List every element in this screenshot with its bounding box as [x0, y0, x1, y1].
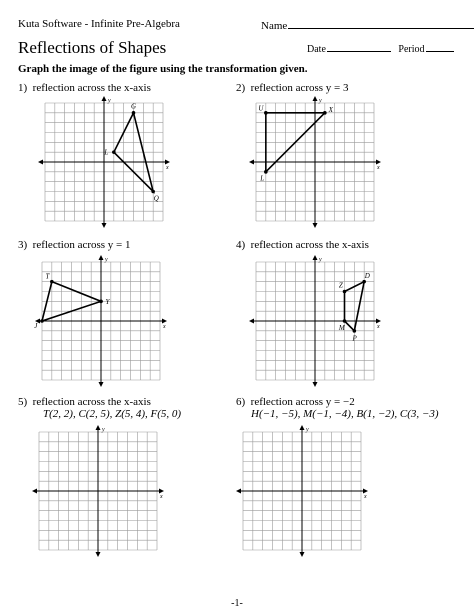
vertex-point [323, 111, 327, 115]
vertex-point [343, 290, 347, 294]
vertex-label: X [328, 106, 333, 115]
graph-problem-2[interactable] [256, 98, 380, 221]
x-axis-label: x [377, 165, 380, 171]
y-axis-label: y [306, 427, 309, 433]
y-axis-arrow-icon [313, 223, 318, 228]
y-axis-label: y [319, 98, 322, 104]
x-axis-label: x [160, 494, 163, 500]
name-line [288, 18, 474, 29]
page-title: Reflections of Shapes [18, 38, 167, 57]
y-axis-arrow-icon [300, 425, 305, 430]
graph-problem-6[interactable] [243, 427, 367, 550]
x-axis-arrow-icon [376, 160, 381, 165]
y-axis-label: y [105, 257, 108, 263]
vertex-point [40, 319, 44, 323]
period-line[interactable] [426, 42, 454, 52]
name-label: Name [261, 20, 288, 32]
x-axis-arrow-icon [162, 319, 167, 324]
problem-number: 3) [18, 239, 28, 251]
y-axis-label: y [102, 427, 105, 433]
date-label: Date [307, 44, 326, 55]
problem-4-label [236, 239, 369, 251]
vertex-label: L [260, 174, 265, 183]
x-axis-arrow-icon [249, 319, 254, 324]
y-axis-arrow-icon [313, 255, 318, 260]
graph-problem-1[interactable] [45, 98, 169, 221]
problem-3-label [18, 239, 131, 251]
y-axis-arrow-icon [102, 223, 107, 228]
vertex-point [132, 111, 136, 115]
x-axis-arrow-icon [236, 489, 241, 494]
vertex-point [264, 170, 268, 174]
vertex-point [264, 111, 268, 115]
problem-text: reflection across y = 3 [250, 82, 349, 94]
vertex-label: D [364, 271, 370, 280]
problem-text: reflection across the x-axis [32, 396, 151, 408]
y-axis-label: y [108, 98, 111, 104]
graph-problem-3[interactable] [34, 257, 166, 380]
instructions: Graph the image of the figure using the transformation given. [18, 63, 308, 75]
vertex-point [112, 150, 116, 154]
problem-number: 6) [236, 396, 246, 408]
problem-text: reflection across the x-axis [250, 239, 369, 251]
graph-problem-4[interactable] [256, 257, 380, 380]
publisher-text: Kuta Software - Infinite Pre-Algebra [18, 18, 180, 30]
vertex-point [50, 280, 54, 284]
x-axis-label: x [364, 494, 367, 500]
problem-2-label [236, 82, 349, 94]
vertex-label: U [258, 104, 264, 113]
problem-text: reflection across y = 1 [32, 239, 131, 251]
problem-number: 4) [236, 239, 246, 251]
y-axis-arrow-icon [300, 552, 305, 557]
y-axis-arrow-icon [99, 382, 104, 387]
x-axis-arrow-icon [38, 160, 43, 165]
problem-number: 1) [18, 82, 28, 94]
problem-number: 2) [236, 82, 246, 94]
x-axis-arrow-icon [363, 489, 368, 494]
problem-6-label [236, 396, 355, 408]
y-axis-label: y [319, 257, 322, 263]
x-axis-label: x [163, 324, 166, 330]
vertex-label: T [45, 272, 50, 281]
y-axis-arrow-icon [313, 96, 318, 101]
y-axis-arrow-icon [96, 425, 101, 430]
problem-number: 5) [18, 396, 28, 408]
vertex-point [151, 190, 155, 194]
x-axis-label: x [377, 324, 380, 330]
x-axis-arrow-icon [376, 319, 381, 324]
y-axis-arrow-icon [313, 382, 318, 387]
x-axis-arrow-icon [32, 489, 37, 494]
problem-5-coordinates: T(2, 2), C(2, 5), Z(5, 4), F(5, 0) [43, 408, 182, 420]
x-axis-arrow-icon [159, 489, 164, 494]
date-line[interactable] [327, 42, 391, 52]
problem-1-label [18, 82, 151, 94]
x-axis-arrow-icon [165, 160, 170, 165]
vertex-point [362, 280, 366, 284]
vertex-label: Q [153, 194, 159, 203]
y-axis-arrow-icon [102, 96, 107, 101]
y-axis-arrow-icon [96, 552, 101, 557]
x-axis-arrow-icon [249, 160, 254, 165]
vertex-label: Z [338, 281, 343, 290]
period-label: Period [398, 44, 425, 55]
x-axis-label: x [166, 165, 169, 171]
vertex-label: Y [105, 297, 110, 306]
vertex-label: G [131, 102, 137, 111]
problem-5-label [18, 396, 151, 408]
vertex-label: L [104, 148, 109, 157]
page-number: -1- [231, 598, 243, 609]
date-period-row [307, 42, 454, 55]
vertex-label: J [34, 322, 38, 331]
vertex-point [353, 329, 357, 333]
problem-text: reflection across the x-axis [32, 82, 151, 94]
problem-6-coordinates: H(−1, −5), M(−1, −4), B(1, −2), C(3, −3) [251, 408, 439, 420]
graph-problem-5[interactable] [39, 427, 163, 550]
y-axis-arrow-icon [99, 255, 104, 260]
vertex-label: P [352, 334, 357, 343]
vertex-point [99, 300, 103, 304]
problem-text: reflection across y = −2 [250, 396, 355, 408]
vertex-label: M [338, 323, 345, 332]
name-field[interactable] [261, 18, 474, 32]
vertex-point [343, 319, 347, 323]
